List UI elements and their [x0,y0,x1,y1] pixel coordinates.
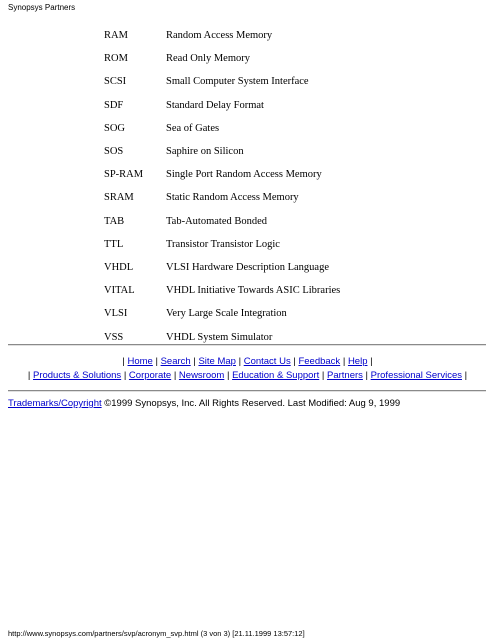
acronym-abbr: RAM [104,30,128,42]
acronym-abbr: VITAL [104,285,135,297]
nav-link-contact-us[interactable]: Contact Us [243,356,291,367]
acronym-abbr: SDF [104,99,124,111]
nav-separator: | [238,356,242,367]
acronym-meaning: VHDL Initiative Towards ASIC Libraries [166,285,341,297]
acronym-meaning: Read Only Memory [166,53,250,65]
acronym-abbr: SOS [104,146,124,158]
acronym-meaning: Static Random Access Memory [166,192,299,204]
divider-top [8,344,486,346]
acronym-abbr: SOG [104,122,126,134]
nav-separator: | [155,356,158,367]
acronym-meaning: Sea of Gates [166,122,220,134]
acronym-row [104,47,340,70]
nav-link-products-and-solutions[interactable]: Products & Solutions [32,370,122,381]
acronym-meaning: VLSI Hardware Description Language [166,261,329,273]
nav-separator: | [464,370,468,381]
nav-separator: | [27,370,31,381]
nav-separator: | [226,370,230,381]
nav-separator: | [370,356,373,367]
acronym-row [104,24,340,47]
acronym-row [104,117,340,140]
nav-separator: | [122,356,125,367]
nav-separator: | [293,356,296,367]
nav-links-secondary [0,370,495,381]
acronym-meaning: VHDL System Simulator [166,331,273,343]
nav-link-site-map[interactable]: Site Map [198,356,236,367]
copyright-text: ©1999 Synopsys, Inc. All Rights Reserved. Last Modified: Aug 9, 1999 [104,398,401,409]
nav-separator: | [365,370,368,381]
acronym-abbr: SP-RAM [104,169,144,181]
acronym-abbr: VLSI [104,308,128,320]
acronym-row [104,94,340,117]
acronym-meaning: Very Large Scale Integration [166,308,287,320]
acronym-row [104,302,340,325]
acronym-meaning: Tab-Automated Bonded [166,215,268,227]
nav-link-professional-services[interactable]: Professional Services [370,370,462,381]
acronym-abbr: VHDL [104,261,134,273]
nav-link-corporate[interactable]: Corporate [128,370,172,381]
acronym-abbr: TAB [104,215,125,227]
acronym-meaning: Random Access Memory [166,30,273,42]
acronym-meaning: Saphire on Silicon [166,146,244,158]
divider-bottom [8,390,486,392]
nav-separator: | [173,370,177,381]
acronym-abbr: SRAM [104,192,134,204]
nav-link-feedback[interactable]: Feedback [298,356,341,367]
nav-separator: | [321,370,325,381]
page-footer-url: http://www.synopsys.com/partners/svp/acronym_svp.html (3 von 3) [21.11.1999 13:57:12] [8,629,305,638]
nav-separator: | [342,356,346,367]
acronym-meaning: Transistor Transistor Logic [166,238,280,250]
acronym-table-body [104,24,340,349]
nav-links-primary [0,356,495,367]
acronym-meaning: Small Computer System Interface [166,76,309,88]
acronym-row [104,279,340,302]
acronym-abbr: SCSI [104,76,127,88]
acronym-abbr: ROM [104,53,128,65]
nav-link-education-and-support[interactable]: Education & Support [232,370,320,381]
trademarks-copyright-link[interactable]: Trademarks/Copyright [8,398,102,409]
nav-separator: | [193,356,196,367]
nav-link-partners[interactable]: Partners [326,370,363,381]
acronym-row [104,233,340,256]
nav-separator: | [123,370,127,381]
acronym-row [104,256,340,279]
acronym-meaning: Single Port Random Access Memory [166,169,322,181]
nav-link-search[interactable]: Search [160,356,191,367]
acronym-row [104,140,340,163]
nav-link-home[interactable]: Home [127,356,153,367]
copyright-line [8,398,400,409]
acronym-row [104,186,340,209]
acronym-meaning: Standard Delay Format [166,99,264,111]
acronym-row [104,163,340,186]
acronym-abbr: TTL [104,238,124,250]
acronym-table [104,24,340,349]
nav-link-help[interactable]: Help [347,356,368,367]
acronym-abbr: VSS [104,331,124,343]
page-header-title: Synopsys Partners [8,3,76,12]
acronym-row [104,210,340,233]
acronym-row [104,70,340,93]
nav-link-newsroom[interactable]: Newsroom [178,370,225,381]
